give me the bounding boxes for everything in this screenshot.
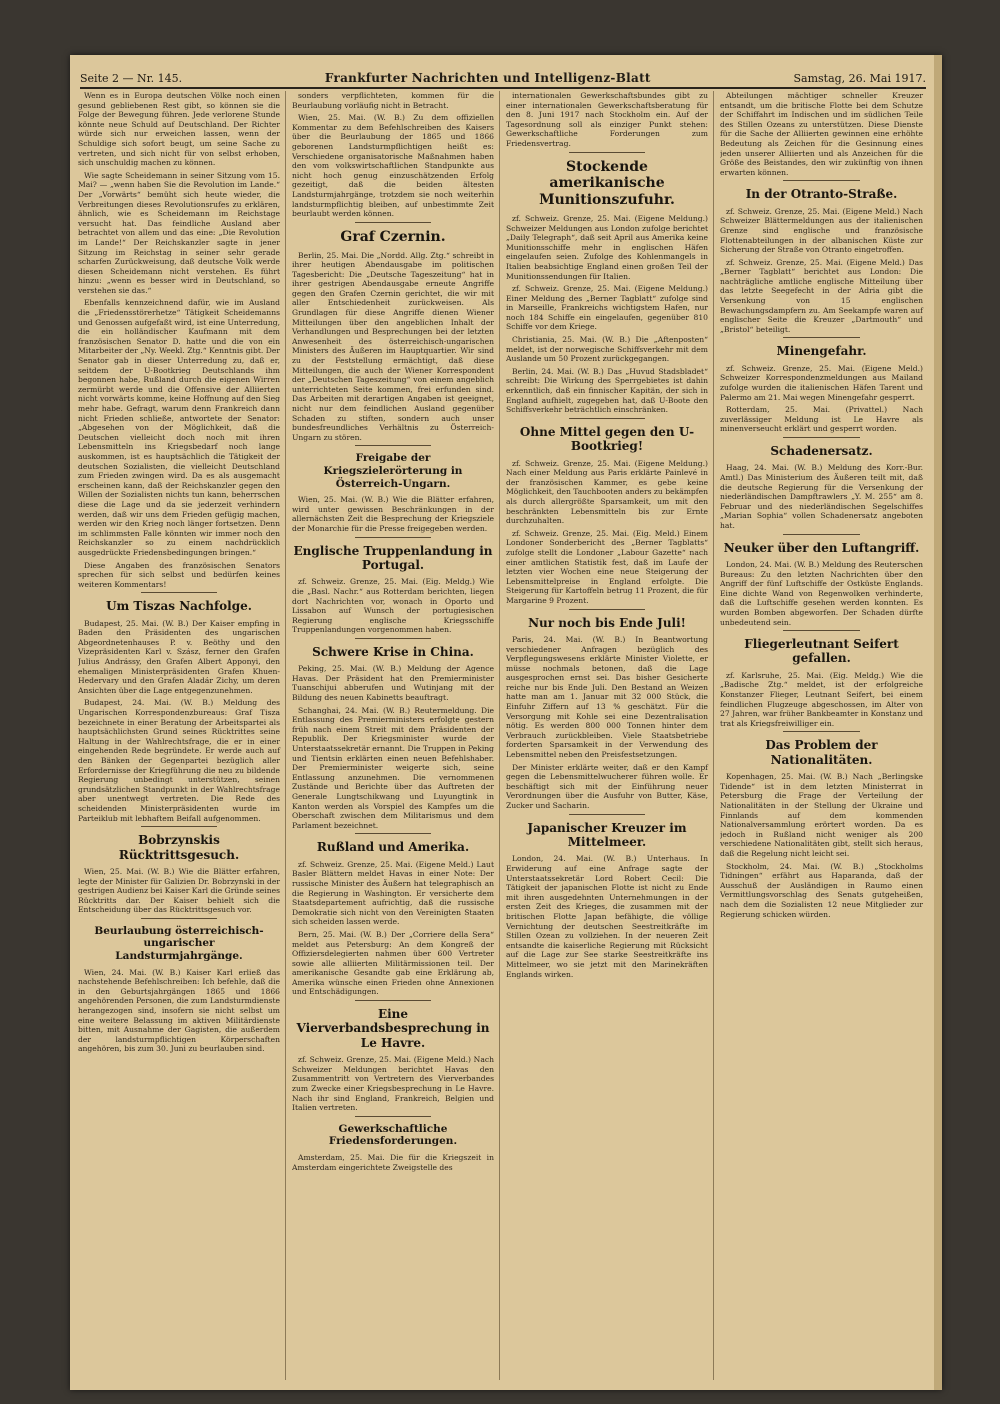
article-paragraph: zf. Schweiz. Grenze, 25. Mai. (Eigene Meldung.) Einer Meldung des „Berner Tagblatt“ zufolge sind in Marseille, Frankreichs wichtigstem Hafen, nur noch 184 Schiffe ein eingelaufen, gegenüber 810 Schiffe vor dem Kriege. (506, 284, 708, 332)
article-paragraph: Paris, 24. Mai. (W. B.) In Beantwortung verschiedener Anfragen bezüglich des Verpflegungswesens erklärte Minister Violette, er müsse nochmals betonen, daß die Lage ausgesprochen ernst sei. Das bisher Gesicherte reiche nur bis Ende Juli. Den Bestand an Weizen hatte man am 1. Januar mit 32 000 Stück, die Einfuhr Ziffern auf 13 % geschätzt. Für die Versorgung mit Kohle sei eine Dezentralisation nötig. Es werden 800 000 Tonnen hinter dem Verbrauch zurückbleiben. Viele Staatsbetriebe forderten Sparsamkeit in der Verwendung des Lebensmittel neben den Preisfestsetzungen. (506, 634, 708, 760)
article-paragraph: zf. Schweiz. Grenze, 25. Mai. (Eigene Meld.) Das „Berner Tagblatt“ berichtet aus London: Die nachträgliche amtliche englische Mitteilung über das letzte Seegefecht in der Adria gibt die Versenkung von 15 englischen Bewachungsdampfern zu. Am Seekampfe waren auf englischer Seite die Kreuzer „Dartmouth“ und „Bristol“ beteiligt. (720, 257, 923, 334)
article-headline: Ohne Mittel gegen den U-Bootkrieg! (519, 424, 695, 454)
section-rule (569, 418, 646, 419)
article-paragraph: Berlin, 25. Mai. Die „Nordd. Allg. Ztg.“ schreibt in ihrer heutigen Abendausgabe im politischen Tagesbericht: Die „Deutsche Tageszeitung“ hat in ihrer gestrigen Abendausgabe erneute Angriffe gegen den Grafen Czernin gerichtet, die wir mit aller Entschiedenheit zurückweisen. Als Grundlagen für diese Angriffe dienen Wiener Mitteilungen über den angeblichen Inhalt der Verhandlungen und Besprechungen bei der letzten Anwesenheit des österreichisch-ungarischen Ministers des Äußeren im Hauptquartier. Wir sind zu der Feststellung ermächtigt, daß diese Mitteilungen, die auch der Wiener Korrespondent der „Deutschen Tageszeitung“ von einem angeblich unterrichteten Seite kommen, frei erfunden sind. Das Arbeiten mit derartigen Angaben ist geeignet, nicht nur dem feindlichen Ausland gegenüber Schaden zu stiften, sondern auch unser bundesfreundliches Verhältnis zu Österreich-Ungarn zu stören. (292, 250, 494, 442)
article-headline: Schadenersatz. (770, 444, 873, 458)
article-paragraph: zf. Schweiz. Grenze, 25. Mai. (Eigene Meld.) Schweizer Korrespondenzmeldungen aus Mailand zufolge wurden die italienischen Häfen Tarent und Palermo am 21. Mai wegen Minengefahr gesperrt. (720, 363, 923, 402)
article-headline: Um Tiszas Nachfolge. (106, 599, 252, 614)
article-paragraph: zf. Schweiz. Grenze, 25. Mai. (Eig. Meld.) Einem Londoner Sonderbericht des „Berner Tagblatts“ zufolge stellt die Londoner „Labour Gazette“ nach einer amtlichen Statistik fest, daß im Laufe der letzten vier Wochen eine neue Steigerung der Lebensmittelpreise in England erfolgte. Die Steigerung für Kartoffeln betrug 11 Prozent, die für Margarine 9 Prozent. (506, 528, 708, 605)
article-paragraph: Bern, 25. Mai. (W. B.) Der „Corriere della Sera“ meldet aus Petersburg: An dem Kongreß der Offiziersdelegierten nahmen über 600 Vertreter sowie alle alliierten Militärmissionen teil. Der amerikanische Gesandte gab eine Erklärung ab, Amerika wünsche einen Frieden ohne Annexionen und Entschädigungen. (292, 929, 494, 997)
page-number: Seite 2 — Nr. 145. (80, 72, 183, 85)
article-paragraph: Wien, 25. Mai. (W. B.) Wie die Blätter erfahren, wird unter gewissen Beschränkungen in der allernächsten Zeit die Besprechung der Kriegsziele der Monarchie für die Presse freigegeben werden. (292, 495, 494, 533)
newspaper-page (70, 55, 942, 1390)
article-paragraph: Rotterdam, 25. Mai. (Privattel.) Nach zuverlässiger Meldung ist Le Havre als minenverseucht erklärt und gesperrt worden. (720, 405, 923, 434)
article-paragraph: Kopenhagen, 25. Mai. (W. B.) Nach „Berlingske Tidende“ ist in dem letzten Ministerrat in Petersburg die Frage der Verteilung der Nationalitäten in der Stellung der Ukraine und Finnlands auf dem kommenden Nationalversammlung erörtert worden. Da es jedoch in Rußland nicht weniger als 200 verschiedene Nationalitäten gibt, stellt sich heraus, daß die Regelung nicht leicht sei. (720, 772, 923, 858)
article-paragraph: Christiania, 25. Mai. (W. B.) Die „Aftenposten“ meldet, ist der norwegische Schiffsverkehr mit dem Auslande um 50 Prozent zurückgegangen. (506, 335, 708, 364)
section-rule (355, 1000, 432, 1001)
article-paragraph: Der Minister erklärte weiter, daß er den Kampf gegen die Lebensmittelwucherer führen wolle. Er beschäftigt sich mit der Einführung neuer Verordnungen über die Ausfuhr von Butter, Käse, Zucker und Sacharin. (506, 762, 708, 810)
column-3 (506, 91, 714, 1380)
article-paragraph: zf. Schweiz. Grenze, 25. Mai. (Eigene Meldung.) Nach einer Meldung aus Paris erklärte Painlevé in der französischen Kammer, es gebe keine Möglichkeit, den Tauchbooten anders zu bekämpfen als durch allergrößte Sparsamkeit, um mit den beschränkten Lebensmitteln bis zur Ernte durchzuhalten. (506, 458, 708, 526)
section-rule (569, 609, 646, 610)
article-paragraph: Budapest, 24. Mai. (W. B.) Meldung des Ungarischen Korrespondenzbureaus: Graf Tisza bezeichnete in einer Beratung der Arbeitspartei als hauptsächlichsten Grund seines Rücktrittes seine Haltung in der Wahlrechtsfrage, die er in einer eingehenden Rede begründete. Er werde auch auf den Bänken der Gegenpartei bezüglich aller Erfordernisse der Kriegführung die neu zu bildende Regierung unbedingt unterstützen, seinen grundsätzlichen Standpunkt in der Wahlrechtsfrage aber unentwegt vertreten. Die Rede des scheidenden Ministerpräsidenten wurde im Parteiklub mit lebhaftem Beifall aufgenommen. (78, 698, 280, 823)
article-headline: Bobrzynskis Rücktrittsgesuch. (118, 833, 240, 862)
article-paragraph: sonders verpflichteten, kommen für die Beurlaubung vorläufig nicht in Betracht. (292, 91, 494, 110)
article-paragraph: Wien, 24. Mai. (W. B.) Kaiser Karl erließ das nachstehende Befehlschreiben: Ich befehle, daß die in den Geburtsjahrgängen 1865 und 1866 angehörenden Personen, die zum Landsturmdienste herangezogen sind, insofern sie nicht selbst um eine weitere Belassung im aktiven Militärdienste bitten, mit Ausnahme der Gagisten, die außerdem der landsturmpflichtigen Körperschaften angehören, bis zum 30. Juni zu beurlauben sind. (78, 967, 280, 1054)
page-edge (934, 55, 942, 1390)
article-headline: Schwere Krise in China. (312, 644, 474, 659)
article-paragraph: Ebenfalls kennzeichnend dafür, wie im Ausland die „Friedensstörerhetze“ Tätigkeit Scheidemanns und Genossen aufgefaßt wird, ist eine Unterredung, die ein holländischer Kaufmann mit dem französischen Senator D. hatte und die von ein Mitarbeiter der „Ny. Weekl. Ztg.“ Kenntnis gibt. Der Senator gab in dieser Unterredung zu, daß er, seitdem der U-Bootkrieg Deutschlands ihm begonnen habe, Rußland durch die eigenen Wirren zermürbt werde und die Offensive der Alliierten nicht vorwärts komme, keine Hoffnung auf den Sieg mehr habe. Gefragt, warum denn Frankreich dann nicht Frieden schließe, antwortete der Senator: „Abgesehen von der Möglichkeit, daß die Deutschen vielleicht doch noch mit ihren Lebensmitteln ins Kriegsbedarf noch lange auskommen, ist es hauptsächlich die Tätigkeit der deutschen Sozialisten, die vielleicht Deutschland zum Frieden zwingen wird. Da es als ausgemacht erscheinen kann, daß der Reichskanzler gegen den Willen der Sozialisten nichts tun kann, beherrschen diese die Lage und da sie jederzeit verhindern werden, daß wir uns dem Frieden gefügig machen, werden wir den Krieg noch länger fortsetzen. Denn im schlimmsten Falle könnten wir immer noch den Reichskanzler so zu einem nachdrücklich ausgedrückte Friedensbedingungen bringen.“ (78, 298, 280, 557)
article-paragraph: London, 24. Mai. (W. B.) Unterhaus. In Erwiderung auf eine Anfrage sagte der Unterstaatssekretär Lord Robert Cecil: Die Tätigkeit der japanischen Flotte ist nicht zu Ende mit ihren ausgedehnten Unternehmungen in der ersten Zeit des Krieges, die zusammen mit der britischen Flotte Japan befähigte, die völlige Vernichtung der deutschen Seestreitkräfte im Stillen Ozean zu vollziehen. In der neueren Zeit entsandte die kaiserliche Regierung mit Rücksicht auf die Lage zur See starke Seestreitkräfte ins Mittelmeer, wo sie jetzt mit den Marinekräften Englands wirken. (506, 854, 708, 979)
article-headline: Gewerkschaftliche Friedensforderungen. (328, 1122, 458, 1148)
section-rule (355, 1116, 432, 1117)
article-paragraph: London, 24. Mai. (W. B.) Meldung des Reuterschen Bureaus: Zu den letzten Nachrichten über den Angriff der fünf Luftschiffe der Ostküste Englands. Eine dichte Wand von Regenwolken verhinderte, daß die Luftschiffe gesehen werden konnten. Es wurden Bomben abgeworfen. Der Schaden dürfte unbedeutend sein. (720, 559, 923, 627)
article-paragraph: Schanghai, 24. Mai. (W. B.) Reutermeldung. Die Entlassung des Premierministers erfolgte gestern früh nach einem Streit mit dem Präsidenten der Republik. Der Kriegsminister wurde der Unterstaatssekretär ernannt. Die Truppen in Peking und Tientsin erklärten einen neuen Befehlshaber. Der Premierminister weigerte sich, seine Entlassung anzunehmen. Die vernommenen Zustände und Berichte über das Auftreten der Generale Lungtschikwang und Luyungtink in Kanton werden als Vorspiel des Kampfes um die Oberschaft zwischen dem Militarismus und dem Parlament bezeichnet. (292, 705, 494, 830)
article-paragraph: Wien, 25. Mai. (W. B.) Zu dem offiziellen Kommentar zu dem Befehlschreiben des Kaisers über die Beurlaubung der 1865 und 1866 geborenen Landsturmpflichtigen heißt es: Verschiedene organisatorische Maßnahmen haben den vom volkswirtschaftlichen Standpunkte aus nicht hoch genug einzuschätzenden Erfolg gezeitigt, daß die beiden ältesten Landsturmjahrgänge, trotzdem sie noch weiterhin landsturmpflichtig bleiben, auf unbestimmte Zeit beurlaubt werden können. (292, 113, 494, 219)
article-paragraph: zf. Schweiz. Grenze, 25. Mai. (Eigene Meldung.) Schweizer Meldungen aus London zufolge berichtet „Daily Telegraph“, daß seit April aus Amerika keine Munitionsschiffe mehr in englischen Häfen eingelaufen seien. Zufolge des Kohlenmangels in Italien beabsichtige England einen großen Teil der Munitionssendungen für Italien. (506, 213, 708, 281)
section-rule (141, 826, 218, 827)
article-headline: Graf Czernin. (340, 228, 446, 245)
article-headline: Fliegerleutnant Seifert gefallen. (744, 637, 899, 666)
section-rule (141, 592, 218, 593)
article-headline: Japanischer Kreuzer im Mittelmeer. (527, 820, 687, 849)
masthead (80, 63, 926, 89)
article-paragraph: Wie sagte Scheidemann in seiner Sitzung vom 15. Mai? — „wenn haben Sie die Revolution im Lande.“ Der „Vorwärts“ bemüht sich heute wieder, die Verbreitungen dieses Revolutionsrufes zu erklären, ähnlich, wie es Scheidemann im Reichstage versucht hat. Das feindliche Ausland aber betrachtet von allem und das eine: „Die Revolution im Lande!“ Der Reichskanzler sagte in jener Sitzung im Reichstag in seiner sehr gerade scharfen Zurückweisung, daß deutsche Volk werde diesen Scheidemann nicht verstehen. Es führt hinzu: „wenn es besser wird in Deutschland, so verstehen sie das.“ (78, 170, 280, 295)
article-paragraph: zf. Schweiz. Grenze, 25. Mai. (Eig. Meldg.) Wie die „Basl. Nachr.“ aus Rotterdam berichten, liegen dort Nachrichten vor, wonach in Oporto und Lissabon auf Wunsch der portugiesischen Regierung englische Kriegsschiffe Truppenlandungen vorgenommen haben. (292, 577, 494, 635)
article-paragraph: Diese Angaben des französischen Senators sprechen für sich selbst und bedürfen keines weiteren Kommentars! (78, 560, 280, 589)
article-paragraph: Stockholm, 24. Mai. (W. B.) „Stockholms Tidningen“ erfährt aus Haparanda, daß der Ausschuß der Ausländigen in Raumo einen Vermittlungsvorschlag des Senats gutgeheißen, nach dem die Sozialisten 12 neue Mitglieder zur Regierung schicken würden. (720, 861, 923, 919)
article-headline: Neuker über den Luftangriff. (723, 540, 920, 555)
article-paragraph: Amsterdam, 25. Mai. Die für die Kriegszeit in Amsterdam eingerichtete Zweigstelle des (292, 1153, 494, 1172)
article-paragraph: Haag, 24. Mai. (W. B.) Meldung des Korr.-Bur. Amtl.) Das Ministerium des Äußeren teilt mit, daß die deutsche Regierung für die Versenkung der niederländischen Dampftrawlers „Y. M. 255“ am 8. Februar und des niederländischen Segelschiffes „Marian Sophia“ vollen Schadenersatz angeboten hat. (720, 463, 923, 530)
issue-date: Samstag, 26. Mai 1917. (793, 72, 926, 85)
section-rule (141, 918, 218, 919)
article-paragraph: Abteilungen mächtiger schneller Kreuzer entsandt, um die britische Flotte bei dem Schutze der Schiffahrt im Indischen und im südlichen Teile des Stillen Ozeans zu unterstützen. Diese Dienste für die Sache der Alliierten gewinnen eine erhöhte Bedeutung als Zeichen für die Gesinnung eines jeden unserer Alliierten und als Anzeichen für die Größe des Beistandes, den wir zukünftig von ihnen erwarten können. (720, 91, 923, 177)
article-headline: Nur noch bis Ende Juli! (528, 615, 686, 630)
section-rule (355, 833, 432, 834)
article-headline: Freigabe der Kriegszielerörterung in Österreich-Ungarn. (323, 452, 463, 490)
section-rule (569, 152, 646, 153)
article-paragraph: Berlin, 24. Mai. (W. B.) Das „Huvud Stadsbladet“ schreibt: Die Wirkung des Sperrgebietes ist dahin erkenntlich, daß ein finnischer Kapitän, der sich in England aufhielt, zugegeben hat, daß U-Boote den Schiffsverkehr beträchtlich einschränken. (506, 366, 708, 415)
column-1 (78, 91, 286, 1380)
newspaper-title: Frankfurter Nachrichten und Intelligenz-Blatt (324, 71, 651, 85)
column-4 (720, 91, 928, 1380)
article-paragraph: zf. Schweiz. Grenze, 25. Mai. (Eigene Meld.) Nach Schweizer Meldungen berichtet Havas den Zusammentritt von Vertretern des Vierverbandes zum Zwecke einer Kriegsbesprechung in Le Havre. Nach ihr sind England, Frankreich, Belgien und Italien vertreten. (292, 1055, 494, 1113)
article-paragraph: zf. Schweiz. Grenze, 25. Mai. (Eigene Meld.) Nach Schweizer Blättermeldungen aus der italienischen Grenze sind englische und französische Flottenabteilungen in der albanischen Küste zur Sicherung der Straße von Otranto eingetroffen. (720, 206, 923, 255)
article-paragraph: zf. Karlsruhe, 25. Mai. (Eig. Meldg.) Wie die „Badische Ztg.“ meldet, ist der erfolgreiche Konstanzer Flieger, Leutnant Seifert, bei einem feindlichen Flugzeuge abgeschossen, im Alter von 27 Jahren, war früher Bankbeamter in Konstanz und trat als Kriegsfreiwilliger ein. (720, 670, 923, 728)
section-rule (355, 537, 432, 538)
column-2 (292, 91, 500, 1380)
article-headline: Eine Vierverbandsbesprechung in Le Havre. (296, 1007, 490, 1050)
section-rule (355, 445, 432, 446)
article-headline: Englische Truppenlandung in Portugal. (293, 543, 493, 572)
article-headline: Das Problem der Nationalitäten. (765, 738, 878, 767)
section-rule (783, 437, 860, 438)
section-rule (783, 337, 860, 338)
article-headline: Rußland und Amerika. (316, 840, 470, 855)
section-rule (783, 630, 860, 631)
section-rule (569, 814, 646, 815)
article-paragraph: Peking, 25. Mai. (W. B.) Meldung der Agence Havas. Der Präsident hat den Premierminister Tuanschijui abberufen und Wutinjang mit der Bildung des neuen Kabinetts beauftragt. (292, 664, 494, 703)
section-rule (355, 222, 432, 223)
article-paragraph: zf. Schweiz. Grenze, 25. Mai. (Eigene Meld.) Laut Basler Blättern meldet Havas in einer Note: Der russische Minister des Äußern hat telegraphisch an die Regierung in Washington. Er versicherte dem Staatsdepartement aufrichtig, daß die russische Demokratie sich nicht von den Vereinigten Staaten sich scheiden lassen werde. (292, 859, 494, 927)
section-rule (783, 731, 860, 732)
article-columns (78, 91, 928, 1380)
article-headline: In der Otranto-Straße. (745, 187, 898, 202)
article-headline: Minengefahr. (776, 344, 867, 359)
article-paragraph: Wenn es in Europa deutschen Völke noch einen gesund gebliebenen Rest gibt, so können sie die Folge der Bewegung führen. Jede verlorene Stunde könnte neue Schuld auf Deutschland. Der Richter würde sich nur erweichen lassen, wenn der Schuldige sich sofort beugt, um seine Sache zu vertreten, und sich nicht für von selbst erhoben, sich unschuldig machen zu können. (78, 91, 280, 168)
section-rule (355, 638, 432, 639)
article-headline: Stockende amerikanische Munitionszufuhr. (539, 158, 675, 209)
article-paragraph: internationalen Gewerkschaftsbundes gibt zu einer internationalen Gewerkschaftsberatung für den 8. Juni 1917 nach Stockholm ein. Auf der Tagesordnung soll als einziger Punkt stehen: Gewerkschaftliche Forderungen zum Friedensvertrag. (506, 91, 708, 148)
article-paragraph: Wien, 25. Mai. (W. B.) Wie die Blätter erfahren, legte der Minister für Galizien Dr. Bobrzynski in der gestrigen Audienz bei Kaiser Karl die Gründe seines Rücktritts dar. Der Kaiser behielt sich die Entscheidung über das Rücktrittsgesuch vor. (78, 866, 280, 915)
article-paragraph: Budapest, 25. Mai. (W. B.) Der Kaiser empfing in Baden den Präsidenten des ungarischen Abgeordnetenhauses P. v. Beöthy und den Vizepräsidenten Karl v. Szász, ferner den Grafen Julius Andrássy, den Grafen Albert Apponyi, den ehemaligen Ministerpräsidenten Grafen Khuen-Hedervary und den Grafen Aladár Zichy, um deren Ansichten über die Lage entgegenzunehmen. (78, 618, 280, 695)
section-rule (783, 180, 860, 181)
article-headline: Beurlaubung österreichisch-ungarischer Landsturmjahrgänge. (94, 924, 264, 963)
section-rule (783, 534, 860, 535)
